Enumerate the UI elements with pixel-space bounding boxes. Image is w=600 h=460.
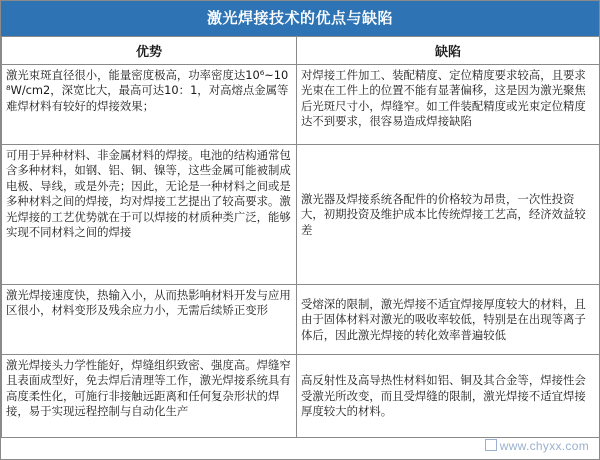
watermark xyxy=(485,439,589,453)
con-cell: 高反射性及高导热性材料如铝、铜及其合金等，焊接性会受激光所改变，而且受焊缝的限制，激光焊接不适宜焊接厚度较大的材料。 xyxy=(297,355,600,438)
header-row xyxy=(2,37,600,65)
header-cons: 缺陷 xyxy=(297,37,600,65)
con-cell: 受熔深的限制，激光焊接不适宜焊接厚度较大的材料，且由于固体材料对激光的吸收率较低，特别是在出现等离子体后，因此激光焊接的转化效率普遍较低 xyxy=(297,285,600,355)
con-cell: 对焊接工件加工、装配精度、定位精度要求较高，且要求光束在工件上的位置不能有显著偏移，这是因为激光聚焦后光斑尺寸小，焊缝窄。如工件装配精度或光束定位精度达不到要求，很容易造成焊接缺陷 xyxy=(297,65,600,145)
table-row xyxy=(2,65,600,145)
table-row xyxy=(2,355,600,438)
pro-cell: 激光束斑直径很小，能量密度极高，功率密度达10⁶~10⁸W/cm2，深宽比大，最高可达10：1，对高熔点金属等难焊材料有较好的焊接效果； xyxy=(2,65,297,145)
page-title: 激光焊接技术的优点与缺陷 xyxy=(1,1,599,36)
header-pros: 优势 xyxy=(2,37,297,65)
pro-cell: 激光焊接头力学性能好，焊缝组织致密、强度高。焊缝窄且表面成型好，免去焊后清理等工作，激光焊接系统具有高度柔性化，可施行非接触远距离和任何复杂形状的焊接，易于实现远程控制与自动化生产 xyxy=(2,355,297,438)
con-cell: 激光器及焊接系统各配件的价格较为昂贵，一次性投资大，初期投资及维护成本比传统焊接工艺高，经济效益较差 xyxy=(297,145,600,285)
watermark-text: www.chyxx.com xyxy=(499,439,589,453)
watermark-logo-icon xyxy=(485,439,497,451)
table-row xyxy=(2,285,600,355)
pro-cell: 激光焊接速度快，热输入小，从而热影响材料开发与应用区很小，材料变形及残余应力小，无需后续矫正变形 xyxy=(2,285,297,355)
table-row xyxy=(2,145,600,285)
comparison-table xyxy=(1,36,600,438)
pro-cell: 可用于异种材料、非金属材料的焊接。电池的结构通常包含多种材料，如钢、铝、铜、镍等，这些金属可能被制成电极、导线，或是外壳；因此，无论是一种材料之间或是多种材料之间的焊接，均对焊接工艺提出了较高要求。激光焊接的工艺优势就在于可以焊接的材质种类广泛，能够实现不同材料之间的焊接 xyxy=(2,145,297,285)
